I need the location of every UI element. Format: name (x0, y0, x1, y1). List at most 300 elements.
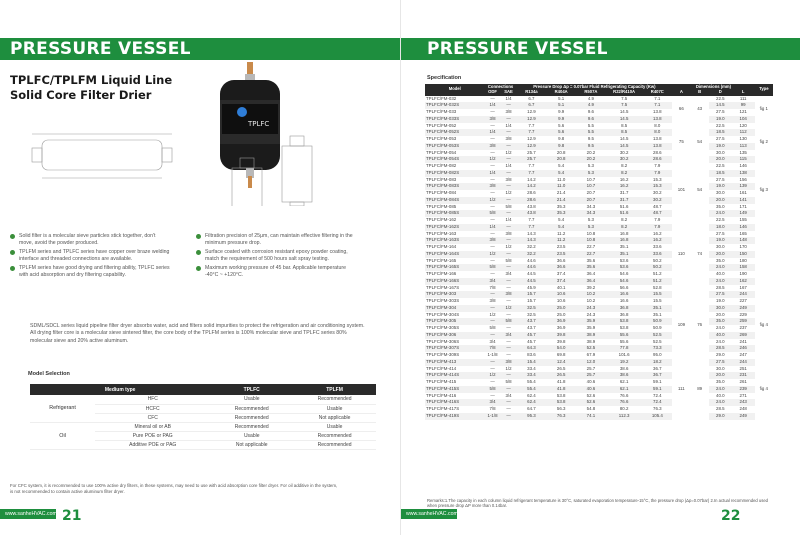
table-cell: TPLFC/FM-306S (426, 338, 460, 344)
table-cell: TPLFC/FM-032S (425, 102, 485, 109)
table-cell: 1/4 (505, 217, 512, 222)
table-cell: TPLFC/FM-306 (425, 332, 485, 339)
table-row (425, 305, 773, 312)
model-selection-table (30, 384, 376, 450)
table-cell: 6.7 (528, 95, 535, 101)
table-cell: 18.5 (709, 129, 732, 136)
table-cell: 20.0 (709, 251, 732, 258)
table-cell: TPLFC/FM-415S (425, 386, 485, 393)
table-cell: 9.6 (587, 109, 594, 114)
table-cell: 3/8 (485, 143, 501, 150)
table-cell: 19.0 (709, 143, 732, 150)
table-cell: 231 (732, 372, 755, 379)
table-cell: TPLFC/FM-307S (425, 345, 485, 352)
table-cell: 37.4 (546, 278, 576, 285)
table-cell: 33.6 (653, 244, 662, 249)
table-row (425, 217, 773, 224)
table-cell: 36.9 (556, 325, 566, 330)
table-cell: — (506, 325, 511, 330)
feature-item: Maximum working pressure of 45 bar. Applicable temperature -40°C ~ +120°C. (196, 265, 356, 279)
table-cell: 150 (732, 251, 755, 258)
table-row (425, 224, 773, 231)
table-cell: 36.7 (642, 372, 672, 379)
right-page (400, 0, 800, 535)
table-cell: 3/8 (485, 183, 501, 190)
table-cell: 5.3 (576, 224, 606, 231)
table-cell: 14.5 (619, 136, 629, 141)
table-cell: 95.0 (653, 352, 662, 357)
table-cell: 74.1 (576, 413, 606, 420)
table-cell: 7.7 (528, 122, 535, 128)
table-cell: 66 (672, 96, 690, 123)
table-cell: — (501, 386, 517, 393)
table-cell: 9.5 (587, 136, 594, 141)
table-cell: 1/2 (505, 365, 512, 371)
table-cell: 53.8 (556, 392, 566, 398)
table-cell: TPLFC/FM-304 (425, 305, 485, 312)
table-cell: 3/8 (505, 109, 512, 114)
table-cell: — (506, 352, 511, 357)
table-cell: 52.6 (576, 399, 606, 406)
table-cell: TPLFC/FM-303S (426, 298, 460, 303)
table-cell: 25.0 (556, 311, 566, 317)
table-cell: 14.5 (619, 109, 629, 114)
table-cell: 138 (732, 170, 755, 177)
table-cell: 7/8 (485, 345, 501, 352)
table-cell: 51.6 (619, 203, 629, 209)
table-cell: 12.4 (546, 359, 576, 366)
table-cell: 35.1 (642, 305, 672, 312)
table-cell: 43.8 (527, 203, 536, 209)
table-cell: 34.3 (586, 203, 596, 209)
table-cell: 51.6 (606, 210, 643, 217)
table-cell: 121 (739, 109, 747, 114)
table-cell: Usable (293, 422, 376, 431)
table-cell: 115 (732, 156, 755, 163)
table-cell: TPLFC/FM-413 (425, 359, 485, 366)
feature-item: TPLFM series and TPLFC series have copper over braze welding interface and threaded connections are available. (10, 249, 170, 263)
table-cell: 89 (691, 359, 709, 420)
table-cell: 1/2 (505, 244, 512, 249)
table-cell: 22.7 (576, 251, 606, 258)
table-cell: — (490, 217, 495, 222)
table-cell: 76.6 (606, 399, 643, 406)
table-cell: 1/2 (505, 149, 512, 155)
table-cell: TPLFC/FM-303 (425, 291, 485, 298)
table-cell: 51.2 (642, 278, 672, 285)
header-model: Model (425, 84, 485, 96)
table-cell: 62.1 (619, 379, 629, 384)
table-cell: 35.9 (576, 318, 606, 325)
table-cell: 24.0 (709, 210, 732, 217)
table-cell: 1/4 (505, 122, 512, 128)
table-cell: 3/4 (505, 271, 512, 276)
table-cell: 158 (732, 264, 755, 271)
table-cell: 3/4 (485, 278, 501, 285)
table-cell: 30.2 (606, 156, 643, 163)
table-cell: 32.2 (517, 251, 547, 258)
table-cell: 14.2 (517, 183, 547, 190)
table-cell: fig 2 (755, 123, 773, 164)
table-cell: 30.2 (653, 190, 662, 195)
table-row (425, 278, 773, 285)
table-cell: 64.7 (527, 406, 536, 411)
table-cell: 1-1/8 (485, 413, 501, 420)
table-cell: 29.0 (716, 352, 725, 357)
table-cell: 28.5 (716, 406, 725, 411)
table-cell: 25.7 (517, 156, 547, 163)
table-cell: — (506, 311, 511, 317)
table-cell: 3/8 (505, 176, 512, 182)
table-cell: 251 (739, 365, 747, 371)
table-header-cell: TPLFC (210, 384, 293, 395)
table-cell: 241 (739, 338, 747, 344)
table-cell: 36.6 (546, 264, 576, 271)
table-cell: 10.7 (586, 176, 596, 182)
table-cell: 9.6 (576, 116, 606, 123)
footer-url[interactable]: www.sanheHVAC.com (0, 509, 56, 519)
table-cell: — (501, 399, 517, 406)
table-cell: 39.8 (556, 338, 566, 344)
table-cell: — (501, 278, 517, 285)
table-cell: 3/8 (501, 359, 517, 366)
table-cell: 28.6 (527, 190, 536, 195)
table-cell: 10.8 (586, 230, 596, 236)
table-cell: 146 (732, 224, 755, 231)
table-cell: 5.5 (576, 129, 606, 136)
table-cell: 22.5 (716, 217, 725, 222)
table-cell: 8.5 (606, 129, 643, 136)
table-cell: 24.0 (709, 386, 732, 393)
table-cell: 5/8 (501, 318, 517, 325)
table-cell: 15.3 (653, 176, 662, 182)
table-cell: TPLFC/FM-083 (426, 176, 457, 182)
table-cell: 62.1 (606, 386, 643, 393)
table-cell: 44.6 (517, 264, 547, 271)
table-cell: TPLFC/FM-165 (426, 257, 457, 263)
table-cell: 19.0 (716, 298, 725, 303)
table-row (425, 204, 773, 211)
table-row (425, 345, 773, 352)
table-cell: 14.5 (606, 143, 643, 150)
table-cell: 50.9 (653, 325, 662, 330)
table-cell: fig 3 (755, 163, 773, 217)
table-cell: TPLFC/FM-164S (425, 251, 485, 258)
table-cell: 135 (739, 149, 747, 155)
table-cell: 16.8 (619, 230, 629, 236)
table-cell: 35.1 (653, 311, 662, 317)
table-cell: 59.1 (642, 386, 672, 393)
table-cell: 5.3 (587, 217, 594, 222)
table-cell: 12.9 (517, 116, 547, 123)
table-cell: 35.3 (556, 203, 566, 209)
table-cell: 7.9 (642, 170, 672, 177)
technical-drawing (10, 128, 350, 206)
table-cell: 11.0 (546, 183, 576, 190)
table-cell: 36.8 (606, 305, 643, 312)
table-cell: 247 (739, 352, 747, 357)
table-cell: 5.5 (587, 122, 594, 128)
table-cell: CFC (95, 413, 210, 422)
table-cell: 1/4 (485, 170, 501, 177)
table-cell: TPLFC/FM-054S (425, 156, 485, 163)
table-cell: TPLFC/FM-415 (426, 379, 457, 384)
table-cell: 5.1 (546, 102, 576, 109)
table-cell: — (501, 102, 517, 109)
footer-url[interactable]: www.sanheHVAC.com (401, 509, 457, 519)
table-cell: 1/2 (501, 305, 517, 312)
table-cell: 101.6 (618, 352, 630, 357)
table-cell: 30.0 (716, 365, 725, 371)
table-cell: 227 (739, 298, 747, 303)
table-cell: 52.6 (586, 392, 596, 398)
table-cell: 3/4 (489, 338, 496, 344)
table-cell: Recommended (293, 395, 376, 404)
table-cell: 20.0 (716, 311, 725, 317)
table-cell: fig 4 (755, 291, 773, 359)
table-cell: 5.6 (558, 122, 565, 128)
table-row (425, 109, 773, 116)
table-row (425, 271, 773, 278)
table-row (425, 129, 773, 136)
table-cell: 111 (739, 95, 747, 101)
table-cell: — (490, 271, 495, 276)
table-cell: 35.0 (716, 379, 725, 384)
table-cell: 21.4 (556, 190, 566, 195)
table-cell: 34.3 (576, 210, 606, 217)
table-cell: 54.6 (606, 278, 643, 285)
table-row (425, 372, 773, 379)
table-cell: 30.2 (619, 149, 629, 155)
table-cell: 19.0 (709, 237, 732, 244)
table-cell: — (490, 163, 495, 168)
medium-group: Refrigerant (30, 395, 95, 422)
table-cell: 75 (672, 123, 690, 164)
header-sae: SAE (501, 90, 517, 96)
table-row (425, 244, 773, 251)
table-cell: 7/8 (489, 284, 496, 290)
table-cell: 19.0 (709, 116, 732, 123)
table-cell: 44.5 (527, 271, 536, 276)
table-cell: 3/8 (485, 116, 501, 123)
table-row (425, 190, 773, 197)
table-cell: TPLFC/FM-054 (426, 149, 457, 155)
table-cell: TPLFC/FM-419S (425, 413, 485, 420)
specification-table (425, 84, 773, 420)
table-cell: 5.4 (546, 224, 576, 231)
table-cell: 7.7 (517, 224, 547, 231)
table-cell: 112.3 (606, 413, 643, 420)
table-cell: 5.4 (558, 217, 565, 222)
table-cell: Recommended (293, 431, 376, 440)
table-cell: — (501, 143, 517, 150)
table-header-cell: Medium type (30, 384, 210, 395)
table-row (425, 183, 773, 190)
bullet-icon (10, 266, 15, 271)
table-cell: — (501, 183, 517, 190)
table-cell: TPLFC/FM-304S (426, 311, 460, 317)
header-dim: D (709, 90, 732, 96)
table-cell: — (501, 413, 517, 420)
table-row (425, 332, 773, 339)
table-cell: 8.2 (606, 224, 643, 231)
table-cell: Pure POE or PAG (95, 431, 210, 440)
table-cell: HCFC (95, 404, 210, 413)
table-cell: 69.8 (556, 352, 566, 357)
table-cell: 9.5 (576, 143, 606, 150)
table-cell: TPLFC/FM-416S (425, 399, 485, 406)
table-cell: 146 (739, 163, 747, 168)
table-cell: 237 (739, 325, 747, 330)
table-cell: 3/8 (505, 136, 512, 141)
table-cell: — (490, 203, 495, 209)
table-cell: 1/4 (485, 224, 501, 231)
table-cell: 50.2 (642, 264, 672, 271)
table-cell: 113 (732, 143, 755, 150)
table-cell: 45.7 (527, 338, 536, 344)
table-cell: 14.5 (709, 102, 732, 109)
table-cell: 24.3 (576, 305, 606, 312)
table-row (425, 258, 773, 265)
table-cell: TPLFC/FM-082S (425, 170, 485, 177)
table-cell: 156 (739, 176, 747, 182)
table-row (425, 318, 773, 325)
table-cell: — (506, 298, 511, 303)
table-cell: 27.5 (716, 230, 725, 236)
table-cell: Additive POE or PAG (95, 440, 210, 449)
table-cell: 5/8 (485, 210, 501, 217)
table-cell: 1/2 (485, 156, 501, 163)
table-cell: 167 (739, 284, 747, 290)
table-cell: TPLFC/FM-053S (425, 143, 485, 150)
table-cell: 44.6 (527, 257, 536, 263)
table-cell: 7.5 (606, 102, 643, 109)
table-cell: 239 (732, 386, 755, 393)
table-cell: 35.0 (709, 318, 732, 325)
table-cell: 5.4 (546, 170, 576, 177)
table-cell: TPLFC/FM-163 (426, 230, 457, 236)
table-cell: 155 (739, 217, 747, 222)
table-row (425, 379, 773, 386)
table-cell: 15.7 (527, 298, 536, 303)
table-cell: 14.2 (527, 176, 536, 182)
table-cell: 6.7 (517, 102, 547, 109)
table-row (425, 170, 773, 177)
table-cell: 3/4 (485, 399, 501, 406)
table-cell: 24.0 (716, 338, 725, 344)
table-cell: 54.0 (546, 345, 576, 352)
table-cell: 7.7 (517, 170, 547, 177)
table-cell: TPLFC/FM-083S (425, 183, 485, 190)
table-row (425, 156, 773, 163)
table-cell: — (490, 230, 495, 236)
table-cell: 31.7 (606, 197, 643, 204)
table-cell: 12.9 (517, 143, 547, 150)
table-cell: 40.0 (709, 332, 732, 339)
table-cell: 12.9 (527, 109, 536, 114)
table-cell: 55.4 (517, 386, 547, 393)
table-cell: 141 (732, 197, 755, 204)
table-cell: — (506, 338, 511, 344)
table-cell: 148 (732, 237, 755, 244)
table-cell: 36.6 (556, 257, 566, 263)
table-cell: 53.6 (606, 264, 643, 271)
table-cell: 3/4 (505, 392, 512, 398)
table-row (425, 406, 773, 413)
table-cell: 20.7 (586, 190, 596, 195)
table-cell: TPLFC/FM-163S (425, 237, 485, 244)
table-row (425, 359, 773, 366)
table-cell: 30.2 (642, 197, 672, 204)
table-cell: 28.5 (716, 284, 725, 290)
table-row (425, 399, 773, 406)
table-cell: 244 (732, 291, 755, 298)
table-row (425, 298, 773, 305)
table-cell: 33.4 (517, 372, 547, 379)
table-cell: 110 (672, 217, 690, 291)
table-cell: 1/2 (485, 197, 501, 204)
table-cell: 13.8 (642, 116, 672, 123)
header-connections: Connections (485, 84, 517, 90)
table-cell: 1/2 (505, 190, 512, 195)
table-header-row (30, 384, 376, 395)
product-title (10, 73, 220, 103)
table-cell: — (501, 224, 517, 231)
table-cell: 25.7 (576, 372, 606, 379)
table-cell: — (490, 379, 495, 384)
table-cell: 25.7 (586, 365, 596, 371)
table-cell: 53.8 (546, 399, 576, 406)
table-cell: 52.5 (642, 332, 672, 339)
table-cell: 261 (739, 379, 747, 384)
table-cell: 20.7 (576, 197, 606, 204)
left-banner: PRESSURE VESSEL (0, 38, 400, 60)
table-cell: 33.4 (527, 365, 536, 371)
table-cell: 16.6 (606, 291, 643, 298)
table-cell: 9.8 (558, 136, 565, 141)
table-cell: 18.5 (709, 170, 732, 177)
table-cell: 30.0 (716, 190, 725, 195)
table-cell: 109 (672, 291, 690, 359)
header-refrigerant: R407C (642, 90, 672, 96)
header-dim: B (691, 90, 709, 96)
table-cell: 20.0 (709, 372, 732, 379)
table-cell: 105.4 (642, 413, 672, 420)
table-cell: 5.3 (587, 163, 594, 168)
table-cell: — (501, 264, 517, 271)
table-cell: 64.3 (517, 345, 547, 352)
table-cell: 11.2 (557, 230, 566, 236)
table-cell: 8.0 (654, 122, 661, 128)
table-cell: 30.0 (716, 244, 725, 249)
table-cell: 41.8 (546, 386, 576, 393)
table-cell: 249 (732, 413, 755, 420)
table-cell: 5/8 (505, 257, 512, 263)
table-row (425, 339, 773, 346)
table-cell: 36.4 (586, 271, 596, 276)
table-cell: 27.5 (709, 359, 732, 366)
table-row (425, 116, 773, 123)
table-cell: 20.0 (709, 197, 732, 204)
table-cell: 67.9 (586, 352, 596, 357)
table-cell: 43.8 (517, 210, 547, 217)
table-cell: fig 4 (755, 359, 773, 420)
table-cell: 1/4 (505, 95, 512, 101)
table-cell: 28.6 (517, 197, 547, 204)
bullet-icon (10, 234, 15, 239)
table-cell: 10.2 (576, 291, 606, 298)
table-cell: 35.0 (716, 203, 725, 209)
